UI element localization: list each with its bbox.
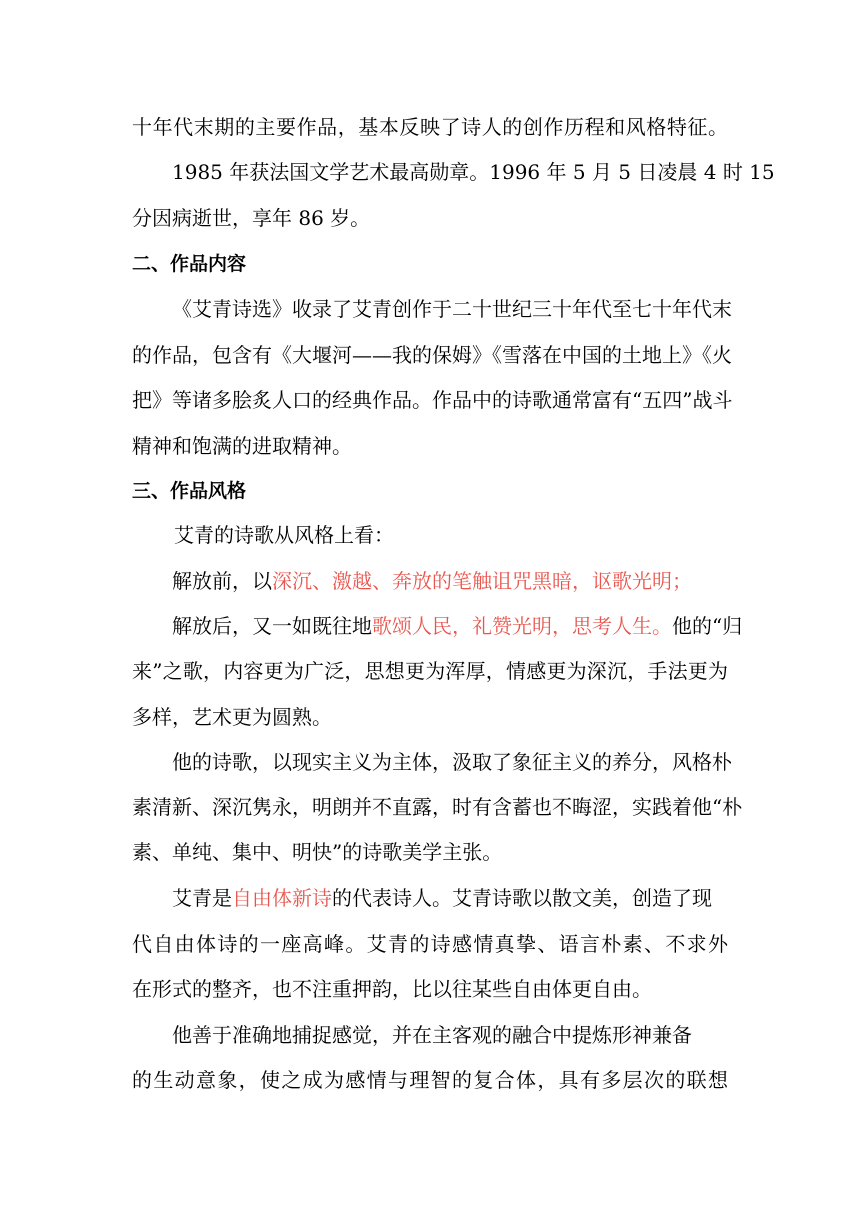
after-liberation-line-cont: 来”之歌，内容更为广泛，思想更为浑厚，情感更为深沉，手法更为 xyxy=(132,659,728,683)
section-heading-style: 三、作品风格 xyxy=(132,480,247,502)
freeverse-line xyxy=(172,883,712,913)
after-liberation-line-cont: 多样，艺术更为圆熟。 xyxy=(132,705,332,729)
freeverse-prefix: 艾青是 xyxy=(172,886,232,910)
content-line: 《艾青诗选》收录了艾青创作于二十世纪三十年代至七十年代末 xyxy=(172,297,732,321)
content-line: 精神和饱满的进取精神。 xyxy=(132,434,352,458)
award-line-cont: 分因病逝世，享年 86 岁。 xyxy=(132,206,371,230)
realism-line: 素、单纯、集中、明快”的诗歌美学主张。 xyxy=(132,840,503,864)
freeverse-line-cont: 代自由体诗的一座高峰。艾青的诗感情真挚、语言朴素、不求外 xyxy=(132,932,728,956)
highlight-text: 深沉、激越、奔放的笔触诅咒黑暗，讴歌光明； xyxy=(272,569,692,593)
intro-line: 十年代末期的主要作品，基本反映了诗人的创作历程和风格特征。 xyxy=(132,115,728,139)
after-liberation-label: 解放后，又一如既往地 xyxy=(172,614,372,638)
before-liberation-line xyxy=(172,566,692,596)
award-line: 1985 年获法国文学艺术最高勋章。1996 年 5 月 5 日凌晨 4 时 15 xyxy=(172,160,775,184)
imagery-line: 他善于准确地捕捉感觉，并在主客观的融合中提炼形神兼备 xyxy=(172,1023,692,1047)
realism-line: 他的诗歌，以现实主义为主体，汲取了象征主义的养分，风格朴 xyxy=(172,750,732,774)
freeverse-line-cont: 在形式的整齐，也不注重押韵，比以往某些自由体更自由。 xyxy=(132,977,652,1001)
content-line: 的作品，包含有《大堰河——我的保姆》《雪落在中国的土地上》《火 xyxy=(132,343,732,367)
style-intro: 艾青的诗歌从风格上看： xyxy=(174,523,394,547)
highlight-text: 自由体新诗 xyxy=(232,886,332,910)
freeverse-suffix: 的代表诗人。艾青诗歌以散文美，创造了现 xyxy=(332,886,712,910)
section-heading-content: 二、作品内容 xyxy=(132,253,247,275)
highlight-text: 歌颂人民，礼赞光明，思考人生。 xyxy=(372,614,672,638)
content-line: 把》等诸多脍炙人口的经典作品。作品中的诗歌通常富有“五四”战斗 xyxy=(132,388,733,412)
before-liberation-label: 解放前，以 xyxy=(172,569,272,593)
after-liberation-suffix: 他的“归 xyxy=(672,614,743,638)
imagery-line: 的生动意象，使之成为感情与理智的复合体，具有多层次的联想 xyxy=(132,1068,728,1092)
realism-line: 素清新、深沉隽永，明朗并不直露，时有含蓄也不晦涩，实践着他“朴 xyxy=(132,795,743,819)
after-liberation-line xyxy=(172,611,742,641)
